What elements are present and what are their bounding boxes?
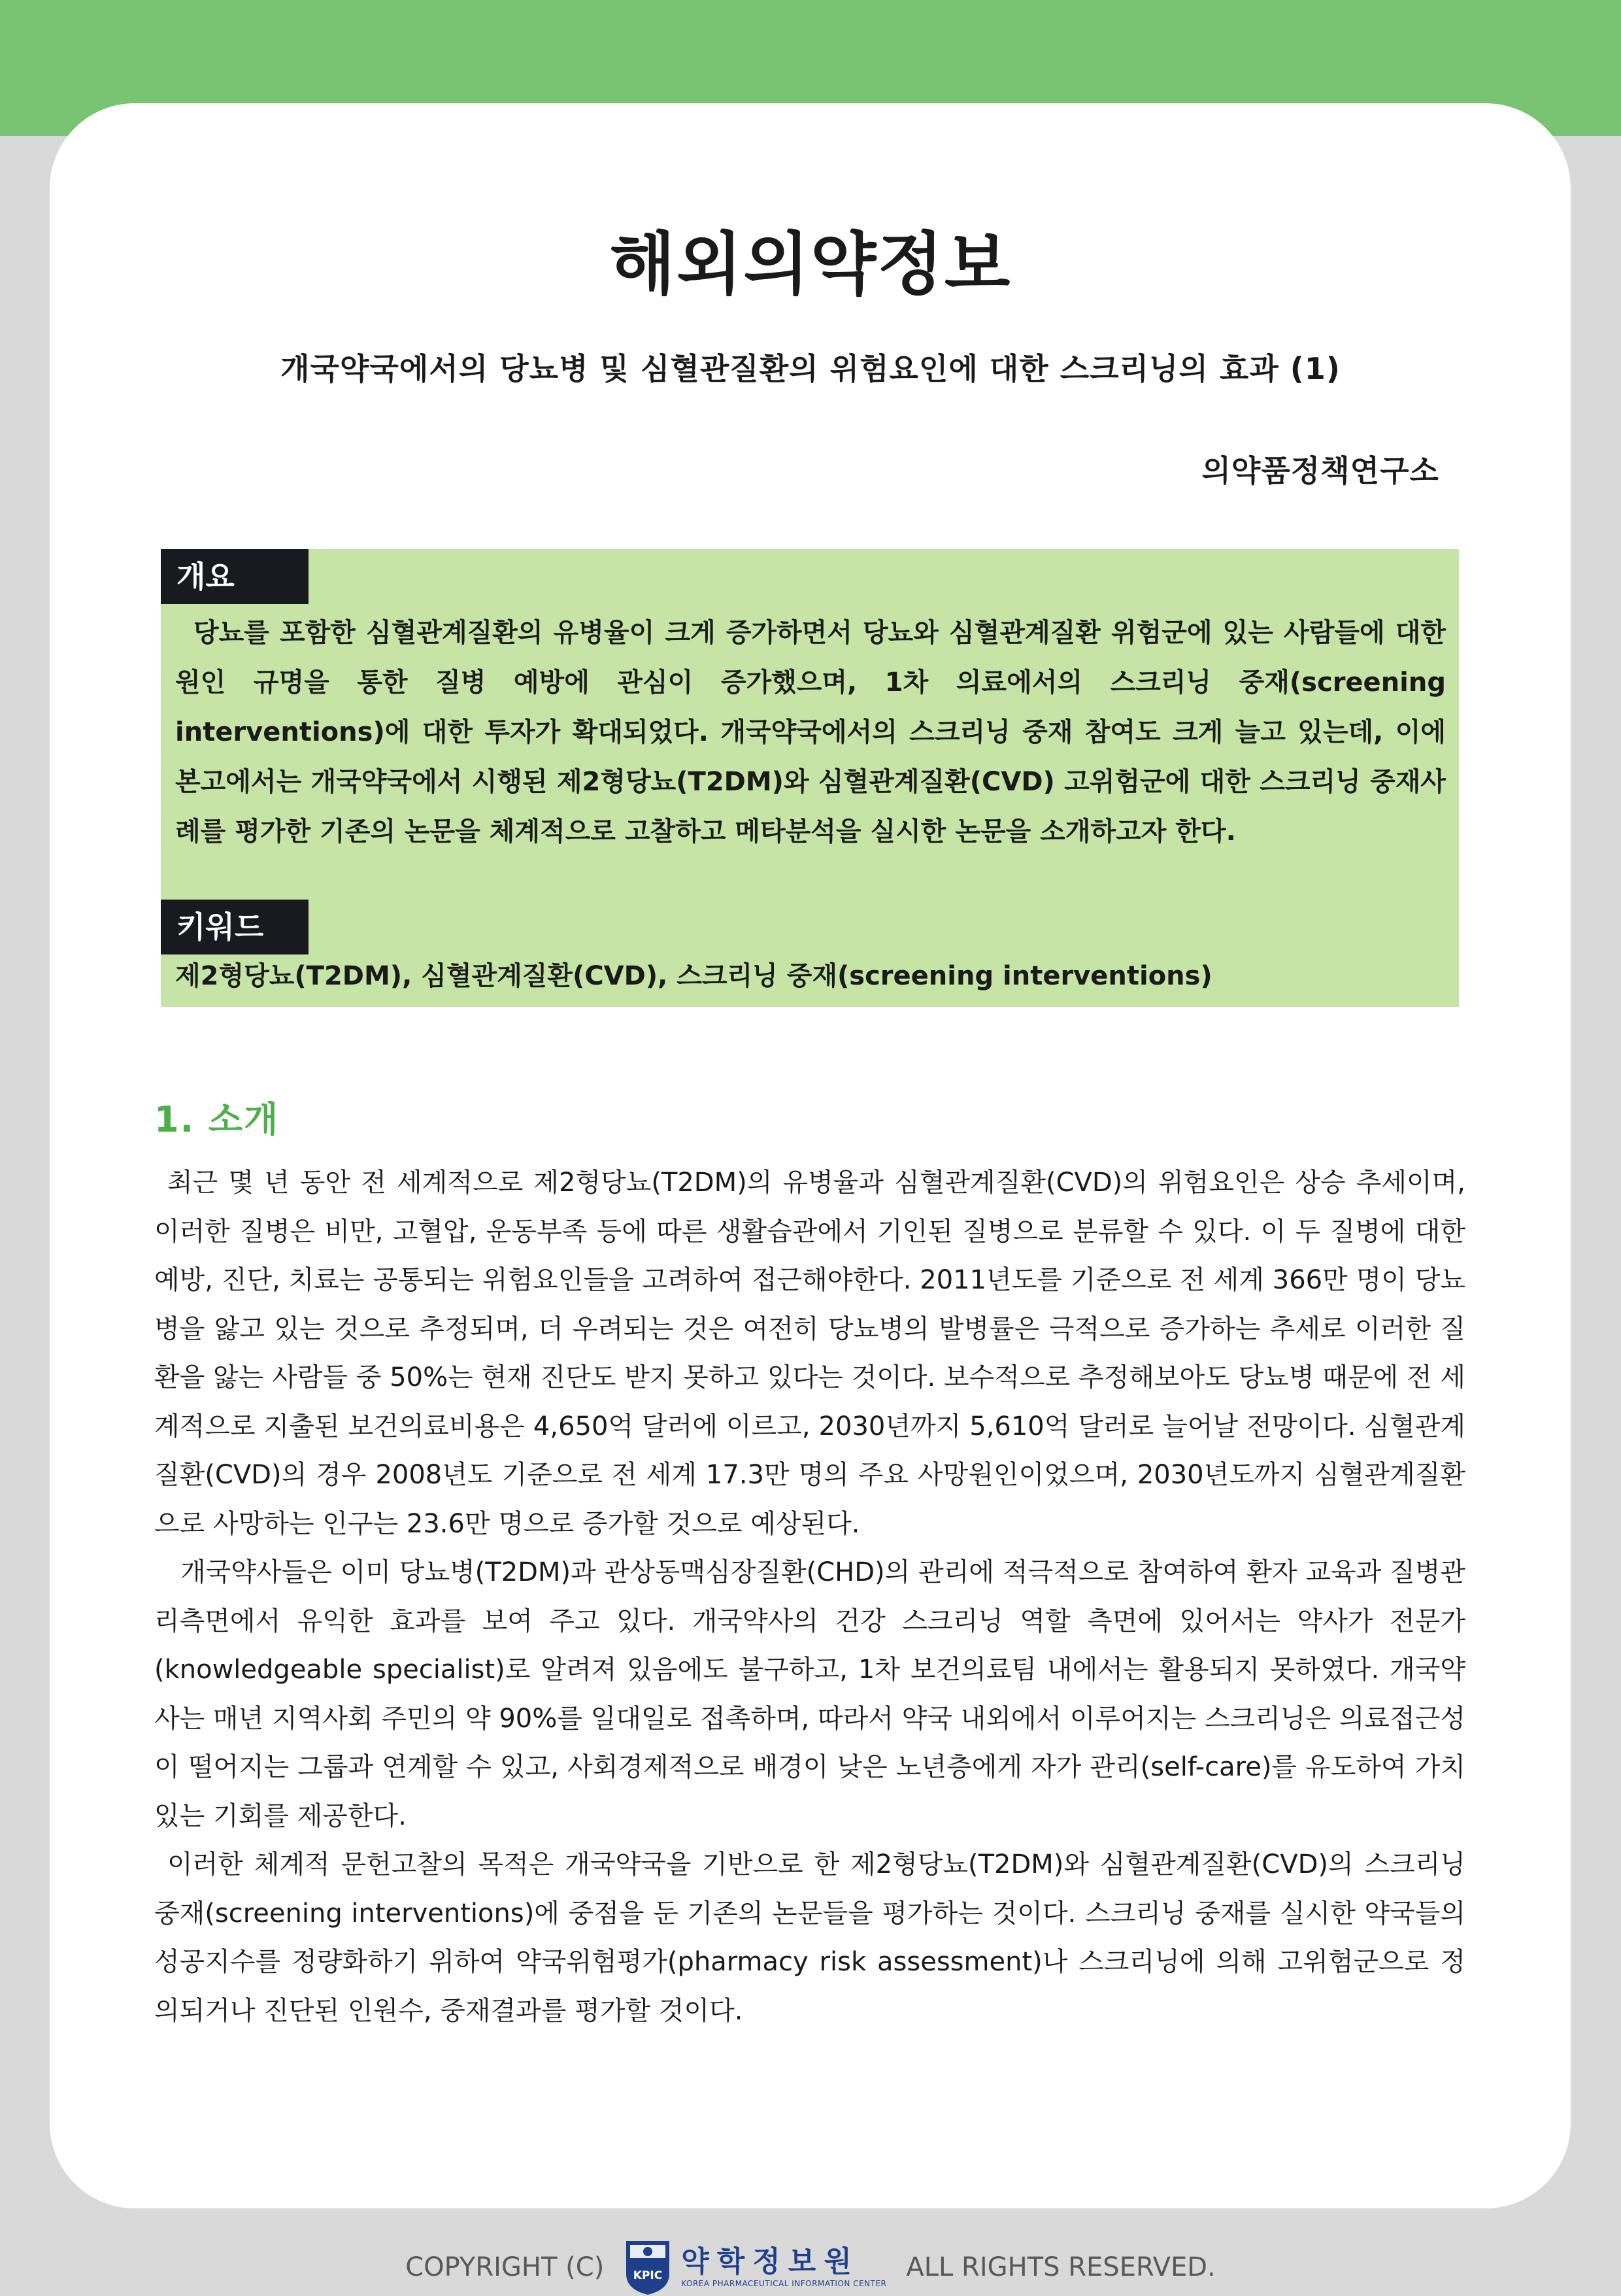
emblem-text: KPIC: [633, 2269, 663, 2282]
body-paragraph: 최근 몇 년 동안 전 세계적으로 제2형당뇨(T2DM)의 유병율과 심혈관계질환(CVD)의 위험요인은 상승 추세이며, 이러한 질병은 비만, 고혈압, 운동부족 등에 따른 생활습관에서 기인된 질병으로 분류할 수 있다. 이 두 질병에 대한 예방, 진단, 치료는 공통되는 위험요인들을 고려하여 접근해야한다. 2011년도를 기준으로 전 세계 366만 명이 당뇨병을 앓고 있는 것으로 추정되며, 더 우려되는 것은 여전히 당뇨병의 발병률은 극적으로 증가하는 추세로 이러한 질환을 앓는 사람들 중 50%는 현재 진단도 받지 못하고 있다는 것이다. 보수적으로 추정해보아도 당뇨병 때문에 전 세계적으로 지출된 보건의료비용은 4,650억 달러에 이르고, 2030년까지 5,610억 달러로 늘어날 전망이다. 심혈관계질환(CVD)의 경우 2008년도 기준으로 전 세계 17.3만 명의 주요 사망원인이었으며, 2030년도까지 심혈관계질환으로 사망하는 인구는 23.6만 명으로 증가할 것으로 예상된다.: [154, 1168, 1465, 1539]
copyright-left: COPYRIGHT (C): [405, 2252, 605, 2282]
body-paragraph: 이러한 체계적 문헌고찰의 목적은 개국약국을 기반으로 한 제2형당뇨(T2DM)와 심혈관계질환(CVD)의 스크리닝 중재(screening interventions)에 중점을 둔 기존의 논문들을 평가하는 것이다. 스크리닝 중재를 실시한 약국들의 성공지수를 정량화하기 위하여 약국위험평가(pharmacy risk assessment)나 스크리닝에 의해 고위험군으로 정의되거나 진단된 인원수, 중재결과를 평가할 것이다.: [154, 1849, 1465, 2026]
summary-label: 개요: [161, 549, 309, 604]
section-heading-intro: 1. 소개: [154, 1099, 280, 1140]
page-title: 해외의약정보: [609, 224, 1012, 304]
summary-box: [161, 549, 1459, 1007]
logo-english: KOREA PHARMACEUTICAL INFORMATION CENTER: [681, 2279, 887, 2288]
copyright-right: ALL RIGHTS RESERVED.: [906, 2252, 1216, 2282]
body-paragraph: 개국약사들은 이미 당뇨병(T2DM)과 관상동맥심장질환(CHD)의 관리에 적극적으로 참여하여 환자 교육과 질병관리측면에서 유익한 효과를 보여 주고 있다. 개국약사의 건강 스크리닝 역할 측면에 있어서는 약사가 전문가(knowledgeable specialist)로 알려져 있음에도 불구하고, 1차 보건의료팀 내에서는 활용되지 못하였다. 개국약사는 매년 지역사회 주민의 약 90%를 일대일로 접촉하며, 따라서 약국 내외에서 이루어지는 스크리닝은 의료접근성이 떨어지는 그룹과 연계할 수 있고, 사회경제적으로 배경이 낮은 노년층에게 자가 관리(self-care)를 유도하여 가치 있는 기회를 제공한다.: [154, 1557, 1465, 1831]
article-subtitle: 개국약국에서의 당뇨병 및 심혈관질환의 위험요인에 대한 스크리닝의 효과 (1): [280, 351, 1341, 386]
summary-text: 당뇨를 포함한 심혈관계질환의 유병율이 크게 증가하면서 당뇨와 심혈관계질환 위험군에 있는 사람들에 대한 원인 규명을 통한 질병 예방에 관심이 증가했으며, 1차 의료에서의 스크리닝 중재(screening interventions)에 대한 투자가 확대되었다. 개국약국에서의 스크리닝 중재 참여도 크게 늘고 있는데, 이에 본고에서는 개국약국에서 시행된 제2형당뇨(T2DM)와 심혈관계질환(CVD) 고위험군에 대한 스크리닝 중재사례를 평가한 기존의 논문을 체계적으로 고찰하고 메타분석을 실시한 논문을 소개하고자 한다.: [175, 618, 1446, 847]
keywords-text: 제2형당뇨(T2DM), 심혈관계질환(CVD), 스크리닝 중재(screening interventions): [175, 961, 1212, 991]
section-body: [154, 1158, 1465, 2035]
logo-name: 약학정보원: [681, 2245, 860, 2278]
kpic-emblem-icon: [624, 2238, 672, 2296]
kpic-logo: [624, 2238, 886, 2296]
organization-name: 의약품정책연구소: [1201, 453, 1439, 488]
keywords-label: 키워드: [161, 900, 309, 954]
footer: [0, 2241, 1621, 2293]
